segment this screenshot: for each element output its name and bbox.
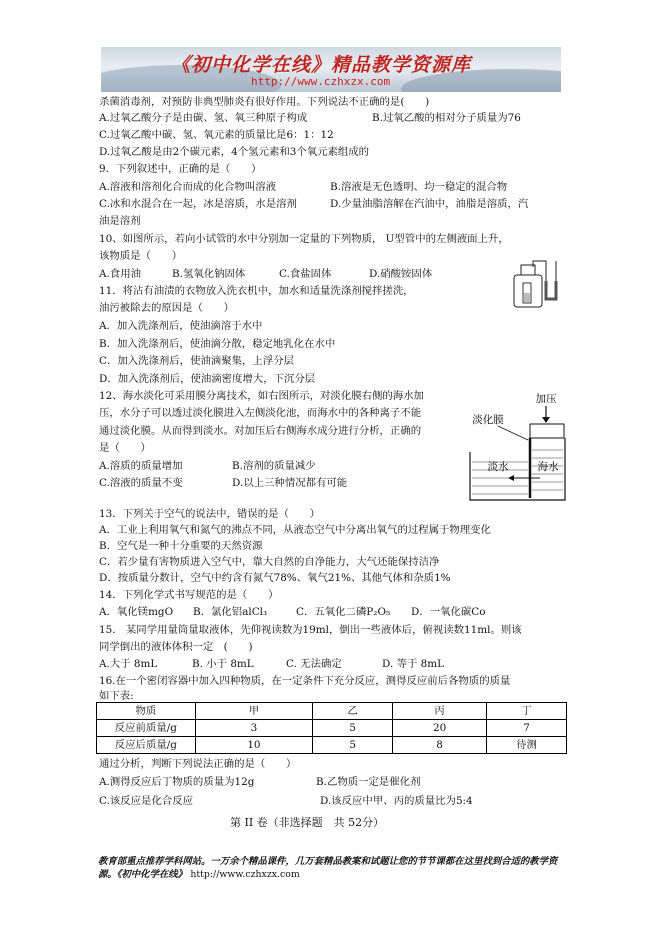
q8-option-c: C.过氧乙酸中碳、氢、氧元素的质量比是6：1：12 [99, 129, 334, 141]
footer-text: 教育部重点推荐学科网站。一万余个精品课件，几万套精品教案和试题让您的节节课都在这里找到合适的教学资源。《初中化学在线》 [98, 856, 558, 880]
table-header-cell: 乙 [313, 703, 393, 720]
q8-stem-end: 杀菌消毒剂，对预防非典型肺炎有很好作用。下列说法不正确的是( ) [99, 96, 430, 108]
membrane-desalination-figure [468, 390, 568, 502]
table-cell: 20 [393, 720, 487, 737]
q10-stem: 10、如图所示，若向小试管的水中分别加一定量的下列物质， U型管中的左侧液面上升， [99, 233, 509, 245]
q12-option-b: B.溶剂的质量减少 [232, 460, 316, 472]
q8-option-b: B.过氧乙酸的相对分子质量为76 [372, 112, 521, 124]
q11-option-b: B．加入洗涤剂后，使油滴分散，稳定地乳化在水中 [99, 338, 336, 350]
q16-stem: 16.在一个密闭容器中加入四种物质，在一定条件下充分反应，测得反应前后各物质的质量 [99, 675, 511, 687]
table-cell: 反应前质量/g [97, 720, 196, 737]
label-sea-water: 海水 [537, 461, 559, 473]
q13-option-b: B．空气是一种十分重要的天然资源 [99, 540, 263, 552]
table-cell: 5 [313, 737, 393, 754]
q15-option-b: B. 小于 8mL [192, 658, 254, 670]
q9-option-b: B.溶液是无色透明、均一稳定的混合物 [330, 181, 508, 193]
q13-stem: 13．下列关于空气的说法中，错误的是（ ） [99, 508, 321, 520]
q9-option-d: D.少量油脂溶解在汽油中，油脂是溶质，汽 [330, 198, 529, 210]
label-membrane: 淡化膜 [472, 414, 504, 426]
q12-option-c: C.溶液的质量不变 [99, 477, 183, 489]
page-footer [98, 855, 568, 881]
table-cell: 3 [195, 720, 313, 737]
label-fresh-water: 淡水 [487, 461, 509, 473]
table-header-cell: 物质 [97, 703, 196, 720]
q16-stem-cont: 如下表: [99, 690, 134, 702]
q11-stem-cont: 油污被除去的原因是（ ） [99, 302, 235, 314]
q13-option-d: D．按质量分数计，空气中约含有氮气78%、氧气21%、其他气体和杂质1% [99, 572, 451, 584]
q14-option-d: D．一氧化碳Co [411, 606, 486, 618]
q10-option-a: A.食用油 [99, 268, 141, 280]
q11-stem: 11．将沾有油渍的衣物放入洗衣机中，加水和适量洗涤剂搅拌搓洗， [99, 285, 414, 297]
q8-option-a: A.过氧乙酸分子是由碳、氢、氧三种原子构成 [99, 112, 308, 124]
q8-option-d: D.过氧乙酸是由2个碳元素，4个氢元素和3个氧元素组成的 [99, 146, 370, 158]
q16-option-c: C.该反应是化合反应 [99, 795, 194, 807]
test-tube-water [524, 293, 530, 302]
q16-option-b: B.乙物质一定是催化剂 [316, 776, 421, 788]
q9-stem: 9．下列叙述中，正确的是（ ） [99, 163, 262, 175]
q15-option-d: D. 等于 8mL [382, 658, 445, 670]
table-header-row [97, 703, 567, 720]
header-banner [101, 47, 561, 92]
table-row [97, 720, 567, 737]
table-cell: 反应后质量/g [97, 737, 196, 754]
q14-stem: 14．下列化学式书写规范的是（ ） [99, 589, 279, 601]
q10-option-c: C.食盐固体 [279, 268, 332, 280]
q9-option-a: A.溶液和溶剂化合而成的化合物叫溶液 [99, 181, 277, 193]
section-title: 第 II 卷（非选择题 共 52分） [230, 816, 385, 829]
q11-option-d: D．加入洗涤剂后，使油滴密度增大，下沉分层 [99, 373, 316, 385]
u-tube-apparatus-figure [500, 255, 570, 310]
u-tube-liquid [546, 281, 556, 299]
label-pressure: 加压 [535, 393, 557, 405]
q15-option-c: C. 无法确定 [286, 658, 342, 670]
q13-option-a: A．工业上利用氧气和氮气的沸点不同，从液态空气中分离出氧气的过程属于物理变化 [99, 524, 491, 536]
q15-stem: 15． 某同学用量筒量取液体，先仰视读数为19ml，倒出一些液体后，俯视读数11ml。则该 [99, 624, 522, 636]
q15-stem-cont: 同学倒出的液体体积一定 ( ) [99, 641, 253, 653]
q14-option-a: A．氧化镁mgO [99, 606, 174, 618]
q15-option-a: A.大于 8mL [99, 658, 158, 670]
q12-option-d: D.以上三种情况都有可能 [232, 477, 348, 489]
q12-stem-cont1: 压，水分子可以透过淡化膜进入左侧淡化池，而海水中的各种离子不能 [99, 407, 422, 419]
banner-title: 《初中化学在线》精品教学资源库 [171, 54, 472, 76]
banner-url[interactable]: http://www.czhxzx.com [251, 75, 391, 88]
table-cell: 10 [195, 737, 313, 754]
q12-stem-cont3: 是（ ） [99, 442, 151, 454]
mass-table [96, 702, 567, 754]
q12-stem-cont2: 通过淡化膜。从而得到淡水。对加压后右侧海水成分进行分析，正确的 [99, 425, 422, 437]
table-header-cell: 丙 [393, 703, 487, 720]
q9-option-c: C.冰和水混合在一起，冰是溶质，水是溶剂 [99, 198, 297, 210]
table-cell: 待测 [487, 737, 567, 754]
q13-option-c: C．若少量有害物质进入空气中，靠大自然的自净能力，大气还能保持洁净 [99, 556, 440, 568]
table-row [97, 737, 567, 754]
table-cell: 8 [393, 737, 487, 754]
table-header-cell: 甲 [195, 703, 313, 720]
table-cell: 5 [313, 720, 393, 737]
q12-option-a: A.溶质的质量增加 [99, 460, 183, 472]
q14-option-b: B．氯化铝alCl₃ [193, 606, 268, 618]
table-cell: 7 [487, 720, 567, 737]
q10-stem-cont: 该物质是（ ） [99, 250, 183, 262]
membrane-pointer [498, 426, 528, 440]
q16-option-a: A.测得反应后丁物质的质量为12g [99, 776, 255, 788]
q11-option-a: A．加入洗涤剂后，使油滴溶于水中 [99, 320, 263, 332]
q16-option-d: D.该反应中甲、丙的质量比为5:4 [320, 795, 473, 807]
piston [530, 424, 564, 438]
flask-body [514, 275, 542, 307]
q14-option-c: C．五氧化二磷P₂O₅ [296, 606, 391, 618]
flow-arrowhead [508, 475, 514, 481]
footer-url[interactable]: http://www.czhxzx.com [190, 869, 300, 880]
q9-option-d-cont: 油是溶剂 [99, 215, 141, 227]
q10-option-d: D.硝酸铵固体 [369, 268, 433, 280]
q12-stem: 12、海水淡化可采用膜分离技术，如右图所示，对淡化膜右侧的海水加 [99, 390, 424, 402]
q11-option-c: C．加入洗涤剂后，使油滴聚集，上浮分层 [99, 355, 294, 367]
pressure-arrowhead [542, 417, 550, 423]
q16-analysis: 通过分析，判断下列说法正确的是（ ） [99, 758, 297, 770]
q10-option-b: B.氢氧化钠固体 [172, 268, 246, 280]
table-header-cell: 丁 [487, 703, 567, 720]
